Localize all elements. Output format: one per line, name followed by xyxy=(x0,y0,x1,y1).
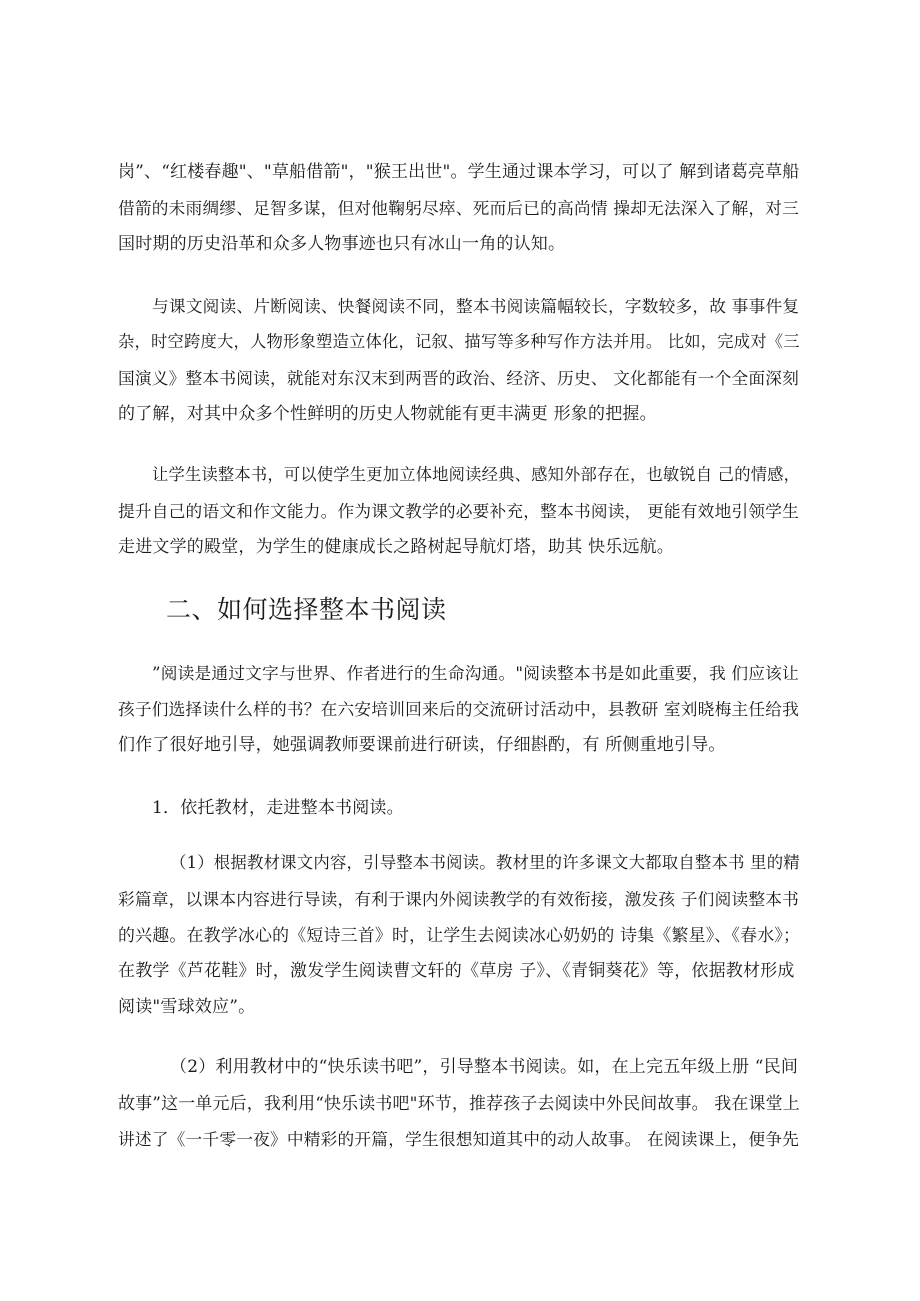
text-line: 走进文学的殿堂，为学生的健康成长之路树起导航灯塔，助其 快乐远航。 xyxy=(118,537,675,557)
text-line: 的了解，对其中众多个性鲜明的历史人物就能有更丰满更 形象的把握。 xyxy=(118,404,657,424)
text-line: 国时期的历史沿革和众多人物事迹也只有冰山一角的认知。 xyxy=(118,234,566,254)
text-line: 在教学《芦花鞋》时，激发学生阅读曹文轩的《草房 子》、《青铜葵花》等，依据教材形成 xyxy=(118,961,795,981)
text-line: 岗”、“红楼春趣"、"草船借箭"，"猴王出世"。学生通过课本学习，可以了 解到诸葛亮草船 xyxy=(118,162,800,182)
text-line: 彩篇章，以课本内容进行导读，有利于课内外阅读教学的有效衔接，激发孩 子们阅读整本书 xyxy=(118,889,800,909)
list-item-heading: 1．依托教材，走进整本书阅读。 xyxy=(152,798,404,818)
text-line: 讲述了《一千零一夜》中精彩的开篇，学生很想知道其中的动人故事。 在阅读课上，便争先 xyxy=(118,1129,800,1149)
text-line: ”阅读是通过文字与世界、作者进行的生命沟通。"阅读整本书是如此重要，我 们应该让 xyxy=(152,663,799,683)
text-line: 借箭的未雨绸缪、足智多谋，但对他鞠躬尽瘁、死而后已的高尚情 操却无法深入了解，对三 xyxy=(118,198,800,218)
text-line: （2）利用教材中的“快乐读书吧”，引导整本书阅读。如，在上完五年级上册 “民间 xyxy=(170,1057,799,1077)
text-line: 国演义》整本书阅读，就能对东汉末到两晋的政治、经济、历史、 文化都能有一个全面深刻 xyxy=(118,368,800,388)
text-line: （1）根据教材课文内容，引导整本书阅读。教材里的许多课文大都取自整本书 里的精 xyxy=(170,853,800,872)
text-line: 让学生读整本书，可以使学生更加立体地阅读经典、感知外部存在，也敏锐自 己的情感， xyxy=(152,465,801,484)
text-line: 杂，时空跨度大，人物形象塑造立体化，记叙、描写等多种写作方法并用。 比如，完成对《三 xyxy=(118,332,800,351)
text-line: 孩子们选择读什么样的书？在六安培训回来后的交流研讨活动中，县教研 室刘晓梅主任给我 xyxy=(118,699,800,719)
text-line: 故事”这一单元后，我利用“快乐读书吧"环节，推荐孩子去阅读中外民间故事。 我在课堂上 xyxy=(118,1093,800,1113)
text-line: 们作了很好地引导，她强调教师要课前进行研读，仔细斟酌，有 所侧重地引导。 xyxy=(118,735,726,755)
text-line: 阅读"雪球效应”。 xyxy=(118,997,256,1017)
text-line: 与课文阅读、片断阅读、快餐阅读不同，整本书阅读篇幅较长，字数较多，故 事事件复 xyxy=(152,296,800,316)
section-heading: 二、如何选择整本书阅读 xyxy=(166,595,447,624)
text-line: 的兴趣。在教学冰心的《短诗三首》时，让学生去阅读冰心奶奶的 诗集《繁星》、《春水》； xyxy=(118,925,801,945)
text-line: 提升自己的语文和作文能力。作为课文教学的必要补充，整本书阅读， 更能有效地引领学生 xyxy=(118,501,800,521)
